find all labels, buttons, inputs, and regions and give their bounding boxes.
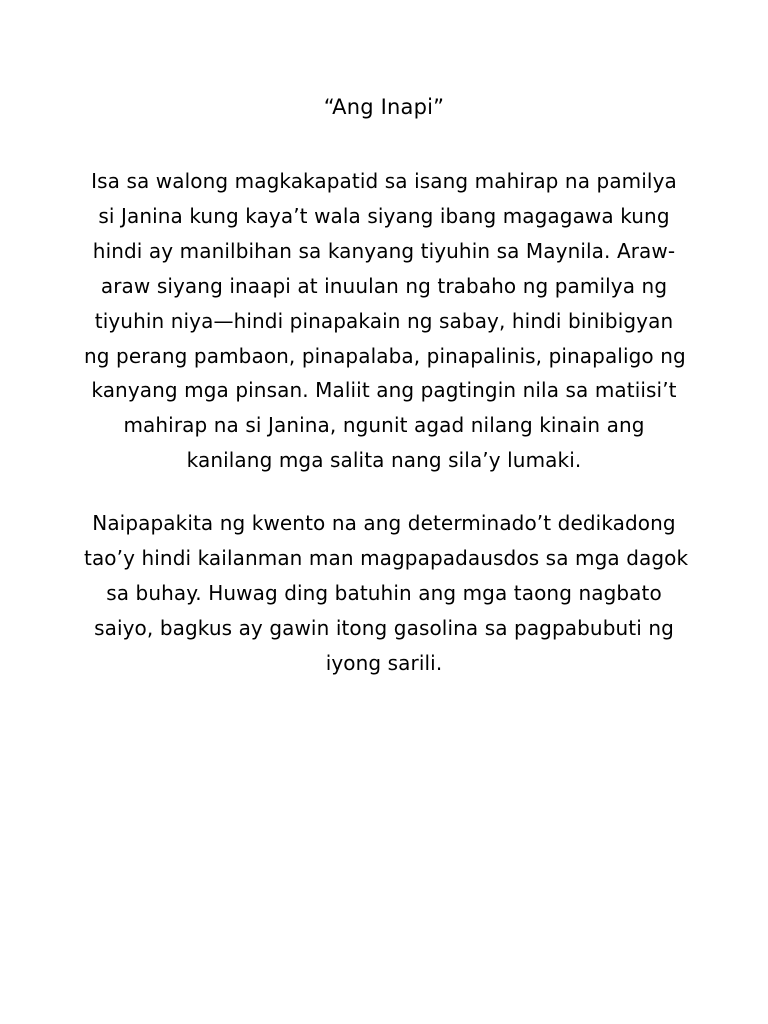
paragraph-line: si Janina kung kaya’t wala siyang ibang magagawa kung bbox=[98, 203, 670, 228]
document-title: “Ang Inapi” bbox=[323, 95, 445, 119]
paragraph-line: Naipapakita ng kwento na ang determinado’t dedikadong bbox=[92, 511, 676, 535]
paragraph-line: Isa sa walong magkakapatid sa isang mahirap na pamilya bbox=[91, 169, 677, 193]
paragraph-line: tiyuhin niya—hindi pinapakain ng sabay, hindi binibigyan bbox=[94, 308, 674, 333]
paragraph-line: sa buhay. Huwag ding batuhin ang mga taong nagbato bbox=[106, 580, 662, 605]
paragraph-line: ng perang pambaon, pinapalaba, pinapalinis, pinapaligo ng bbox=[84, 343, 686, 368]
paragraph-line: araw siyang inaapi at inuulan ng trabaho ng pamilya ng bbox=[100, 273, 668, 298]
paragraph-line: iyong sarili. bbox=[325, 650, 443, 675]
paragraph-story bbox=[84, 164, 684, 478]
paragraph-line: kanilang mga salita nang sila’y lumaki. bbox=[186, 448, 582, 473]
paragraph-line: tao’y hindi kailanman man magpapadausdos sa mga dagok bbox=[84, 545, 689, 570]
paragraph-lesson bbox=[84, 506, 689, 681]
paragraph-line: saiyo, bagkus ay gawin itong gasolina sa pagpabubuti ng bbox=[94, 615, 674, 640]
paragraph-line: mahirap na si Janina, ngunit agad nilang kinain ang bbox=[123, 413, 645, 438]
paragraph-line: hindi ay manilbihan sa kanyang tiyuhin sa Maynila. Araw- bbox=[92, 238, 676, 263]
paragraph-line: kanyang mga pinsan. Maliit ang pagtingin nila sa matiisi’t bbox=[91, 378, 677, 403]
